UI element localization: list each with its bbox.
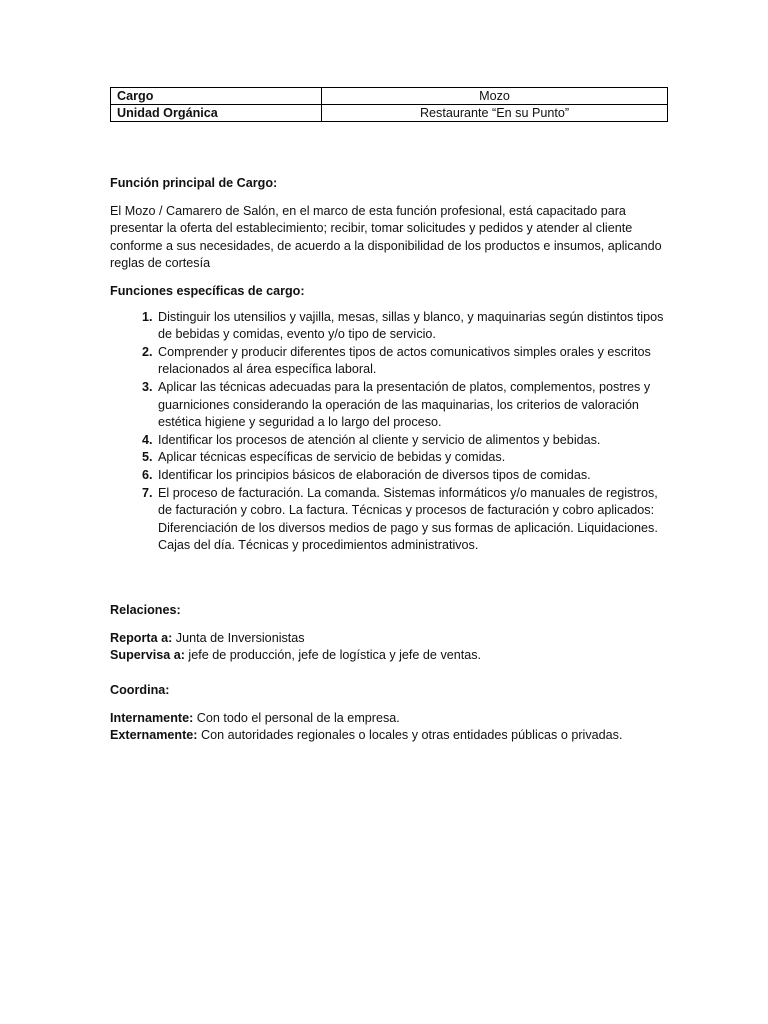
unit-value: Restaurante “En su Punto” [322,105,668,122]
reports-line [110,630,670,648]
supervises-value: jefe de producción, jefe de logística y jefe de ventas. [184,648,482,663]
principal-text: El Mozo / Camarero de Salón, en el marco de esta función profesional, está capacitado para presentar la oferta del establecimiento; recibir, tomar solicitudes y pedidos y atender al cliente conforme a sus necesidades, de acuerdo a la disponibilidad de los productos e insumos, aplicando reglas de cortesía [110,203,662,271]
list-item: 2. Comprender y producir diferentes tipos de actos comunicativos simples orales y escritos relacionados al área específica laboral. [156,344,670,379]
specific-functions-list [110,309,670,555]
external-line [110,727,670,745]
relations-heading: Relaciones: [110,603,181,617]
table-row [111,88,668,105]
principal-section [110,175,670,273]
coordination-heading: Coordina: [110,683,170,697]
unit-label: Unidad Orgánica [111,105,322,122]
internal-line [110,710,670,728]
job-header-table [110,87,668,122]
specific-heading: Funciones específicas de cargo: [110,284,305,298]
internal-label: Internamente: [110,710,194,725]
list-item: 4. Identificar los procesos de atención al cliente y servicio de alimentos y bebidas. [156,432,670,450]
list-item: 7. El proceso de facturación. La comanda. Sistemas informáticos y/o manuales de registros, de facturación y cobro. La factura. Técnicas y procesos de facturación y cobro aplicados: Diferenciación de los diversos medios de pago y sus formas de aplicación. Liquidaciones. Cajas del día. Técnicas y procedimientos administrativos. [156,485,670,555]
external-label: Externamente: [110,728,198,743]
internal-value: Con todo el personal de la empresa. [193,710,400,725]
coordination-section [110,682,670,745]
list-item: 3. Aplicar las técnicas adecuadas para la presentación de platos, complementos, postres y guarniciones considerando la operación de las maquinarias, los criterios de valoración estética higiene y seguridad a lo largo del proceso. [156,379,670,432]
reports-value: Junta de Inversionistas [172,630,305,645]
table-row [111,105,668,122]
relations-section [110,602,670,665]
supervises-label: Supervisa a: [110,648,185,663]
supervises-line [110,647,670,665]
external-value: Con autoridades regionales o locales y otras entidades públicas o privadas. [197,728,623,743]
list-item: 5. Aplicar técnicas específicas de servicio de bebidas y comidas. [156,449,670,467]
reports-label: Reporta a: [110,630,173,645]
list-item: 6. Identificar los principios básicos de elaboración de diversos tipos de comidas. [156,467,670,485]
list-item: 1. Distinguir los utensilios y vajilla, mesas, sillas y blanco, y maquinarias según distintos tipos de bebidas y comidas, evento y/o tipo de servicio. [156,309,670,344]
principal-heading: Función principal de Cargo: [110,176,278,190]
cargo-label: Cargo [111,88,322,105]
specific-section [110,283,670,555]
cargo-value: Mozo [322,88,668,105]
